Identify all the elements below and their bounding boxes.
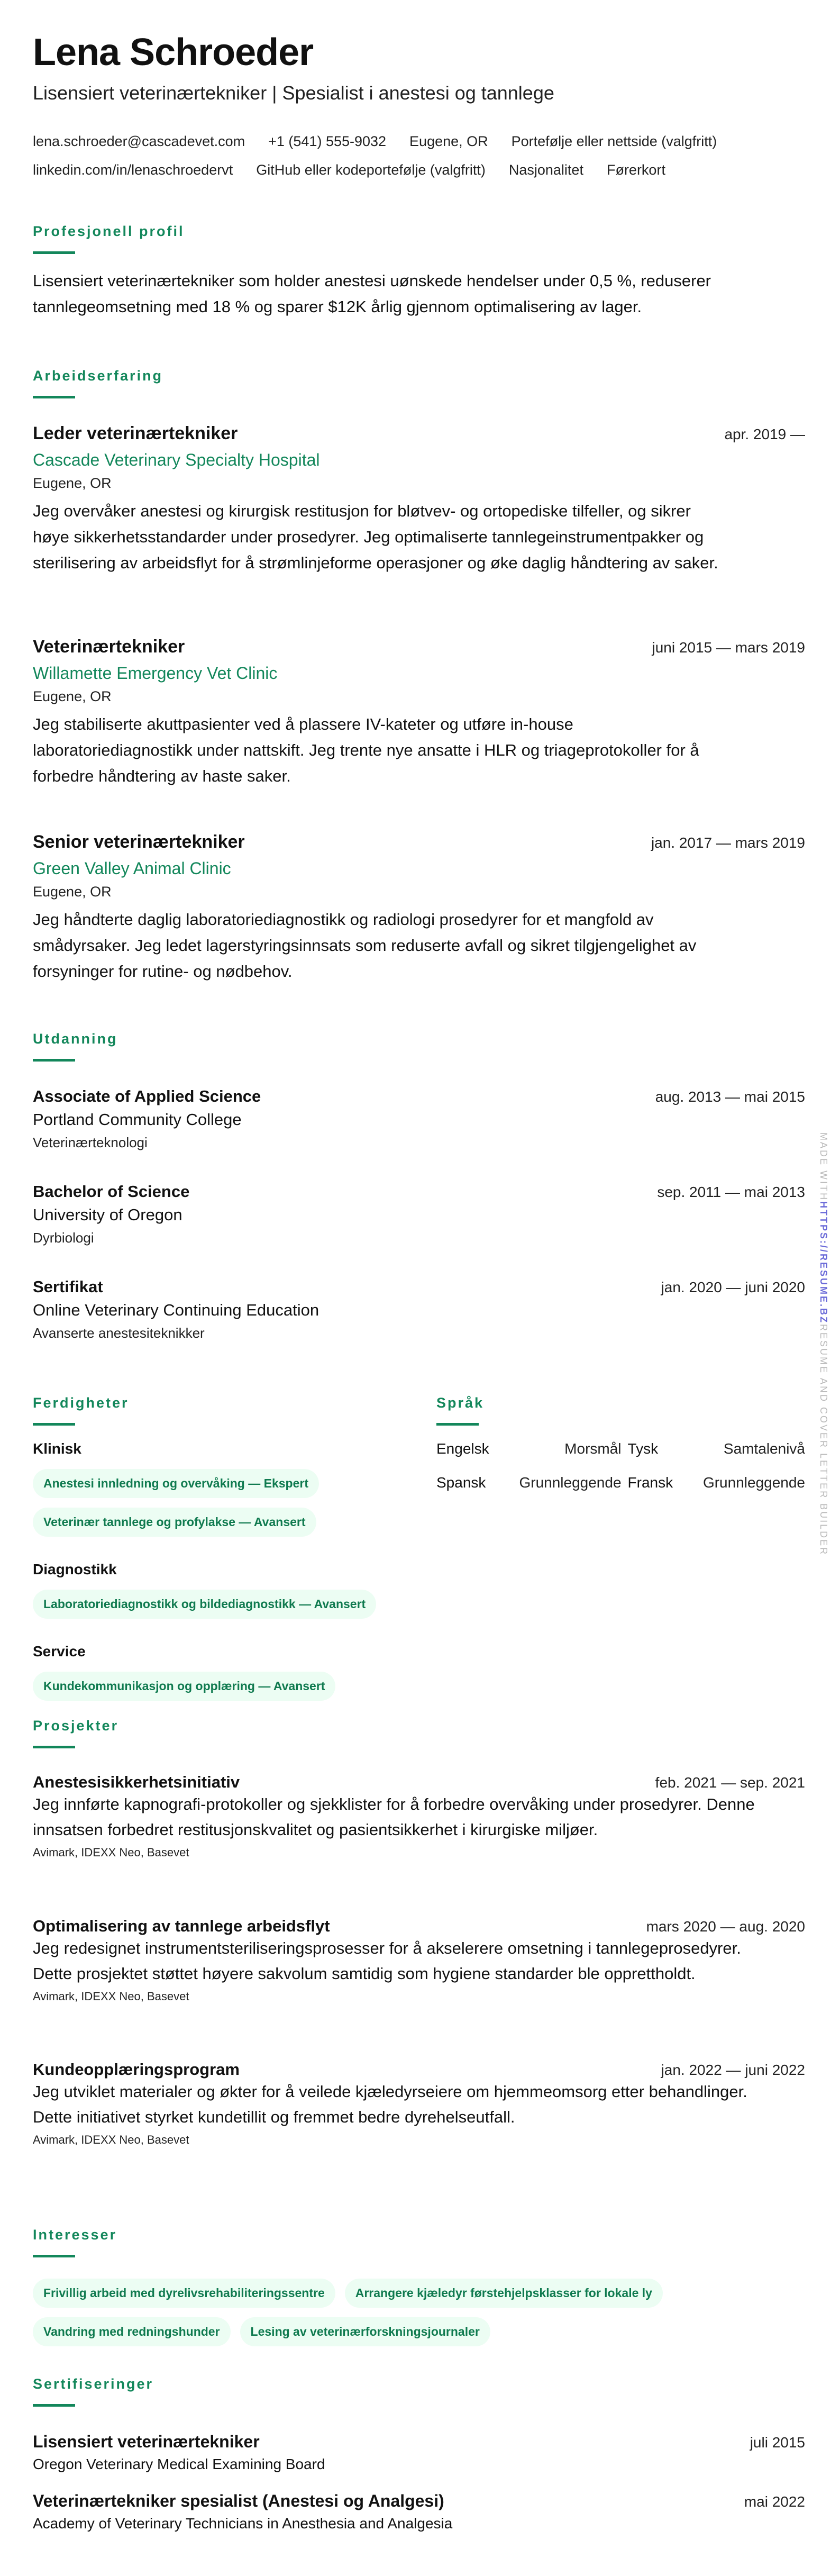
project-header [33, 1773, 805, 1792]
section-heading-profile: Profesjonell profil [33, 223, 185, 254]
skill-group [33, 1561, 403, 1628]
degree: Associate of Applied Science [33, 1087, 261, 1105]
certification-title: Lisensiert veterinærtekniker [33, 2432, 260, 2451]
skill-group-name: Service [33, 1643, 86, 1659]
job-dates: apr. 2019 — [724, 426, 805, 442]
candidate-name: Lena Schroeder [33, 31, 314, 74]
certification-item [33, 2432, 805, 2473]
degree: Bachelor of Science [33, 1182, 190, 1201]
skill-group [33, 1440, 403, 1546]
language-name: Spansk [436, 1474, 486, 1491]
section-heading-certifications: Sertifiseringer [33, 2376, 153, 2407]
education-dates: aug. 2013 — mai 2015 [655, 1089, 805, 1105]
contact-info [33, 127, 805, 184]
section-heading-experience: Arbeidserfaring [33, 368, 163, 398]
interest-chip: Frivillig arbeid med dyrelivsrehabiliteringssentre [33, 2279, 335, 2308]
profile-summary: Lisensiert veterinærtekniker som holder anestesi uønskede hendelser under 0,5 %, reduserer tannlegeomsetning med 18 % og sparer $12K årlig gjennom optimalisering av lager. [33, 271, 711, 316]
certification-header [33, 2491, 805, 2511]
job-description: Jeg håndterte daglig laboratoriediagnostikk og radiologi prosedyrer for et mangfold av smådyrsaker. Jeg ledet lagerstyringsinnsats som reduserte avfall og sikret tilgjengelighet av forsyninger for rutine- og nødbehov. [33, 910, 697, 981]
job-title: Leder veterinærtekniker [33, 423, 238, 443]
contact-row [33, 127, 805, 156]
project-item [33, 1773, 805, 1860]
certification-header [33, 2432, 805, 2452]
contact-item[interactable]: Førerkort [606, 161, 665, 178]
project-technologies: Avimark, IDEXX Neo, Basevet [33, 1990, 189, 2003]
project-dates: jan. 2022 — juni 2022 [661, 2062, 805, 2078]
language-level: Morsmål [564, 1440, 622, 1457]
project-description: Jeg redesignet instrumentsteriliseringsprosesser for å akselerere omsetning i tannlegeprosedyrer. Dette prosjektet støttet høyere sakvolum samtidig som hygiene standarder ble opprettholdt. [33, 1939, 741, 1983]
contact-item[interactable]: +1 (541) 555-9032 [268, 133, 387, 149]
languages-list [436, 1440, 805, 1491]
company-name: Green Valley Animal Clinic [33, 859, 231, 878]
language-name: Engelsk [436, 1440, 489, 1457]
job-title: Senior veterinærtekniker [33, 832, 245, 852]
certification-item [33, 2491, 805, 2532]
certification-date: juli 2015 [750, 2434, 805, 2451]
experience-header [33, 423, 805, 444]
watermark-link[interactable]: HTTPS://RESUME.BZ [818, 1201, 829, 1325]
contact-row [33, 156, 805, 184]
contact-item[interactable]: Eugene, OR [409, 133, 488, 149]
contact-item[interactable]: Nasjonalitet [508, 161, 583, 178]
project-item [33, 2060, 805, 2147]
interest-chip: Vandring med redningshunder [33, 2317, 231, 2346]
contact-item[interactable]: linkedin.com/in/lenaschroedervt [33, 161, 233, 178]
school-name: Online Veterinary Continuing Education [33, 1301, 319, 1319]
project-title: Optimalisering av tannlege arbeidsflyt [33, 1917, 330, 1935]
job-description: Jeg stabiliserte akuttpasienter ved å plassere IV-kateter og utføre in-house laboratoriediagnostikk under nattskift. Jeg trente nye ansatte i HLR og triageprotokoller for å forbedre håndtering av haste saker. [33, 715, 699, 785]
project-header [33, 2060, 805, 2079]
certification-title: Veterinærtekniker spesialist (Anestesi og Analgesi) [33, 2491, 444, 2510]
language-level: Samtalenivå [723, 1440, 805, 1457]
education-item [33, 1087, 805, 1151]
certification-issuer: Academy of Veterinary Technicians in Anesthesia and Analgesia [33, 2515, 453, 2532]
company-name: Willamette Emergency Vet Clinic [33, 664, 278, 683]
field-of-study: Avanserte anestesiteknikker [33, 1325, 205, 1341]
language-level: Grunnleggende [519, 1474, 622, 1491]
skill-chip-row [33, 1590, 403, 1628]
watermark-suffix: RESUME AND COVER LETTER BUILDER [818, 1324, 829, 1556]
interest-chip: Arrangere kjæledyr førstehjelpsklasser for lokale ly [345, 2279, 663, 2308]
field-of-study: Veterinærteknologi [33, 1135, 148, 1150]
experience-item [33, 637, 805, 789]
project-description: Jeg utviklet materialer og økter for å veilede kjæledyrseiere om hjemmeomsorg etter behandlinger. Dette initiativet styrket kundetillit og fremmet bedre dyrehelseutfall. [33, 2082, 747, 2126]
project-dates: feb. 2021 — sep. 2021 [655, 1774, 805, 1791]
skill-group-name: Klinisk [33, 1440, 81, 1457]
experience-header [33, 637, 805, 657]
education-dates: jan. 2020 — juni 2020 [661, 1279, 805, 1295]
experience-item [33, 832, 805, 984]
job-description: Jeg overvåker anestesi og kirurgisk restitusjon for bløtvev- og ortopediske tilfeller, og sikrer høye sikkerhetsstandarder under prosedyrer. Jeg optimaliserte tannlegeinstrumentpakker og sterilisering av arbeidsflyt for å strømlinjeforme operasjoner og øke daglig håndtering av saker. [33, 502, 718, 572]
project-dates: mars 2020 — aug. 2020 [646, 1918, 805, 1935]
job-dates: jan. 2017 — mars 2019 [651, 835, 805, 851]
skills-list [33, 1440, 403, 1725]
interest-chip: Lesing av veterinærforskningsjournaler [240, 2317, 490, 2346]
language-name: Fransk [627, 1474, 673, 1491]
project-title: Kundeopplæringsprogram [33, 2060, 240, 2079]
section-heading-skills: Ferdigheter [33, 1395, 129, 1426]
language-name: Tysk [627, 1440, 659, 1457]
certification-date: mai 2022 [744, 2493, 805, 2510]
company-name: Cascade Veterinary Specialty Hospital [33, 450, 320, 469]
skill-chip-row [33, 1469, 403, 1508]
skill-chip: Anestesi innledning og overvåking — Ekspert [33, 1469, 319, 1498]
school-name: Portland Community College [33, 1110, 242, 1129]
job-title: Veterinærtekniker [33, 637, 185, 657]
contact-item[interactable]: Portefølje eller nettside (valgfritt) [511, 133, 717, 149]
education-dates: sep. 2011 — mai 2013 [657, 1184, 805, 1200]
language-level: Grunnleggende [702, 1474, 805, 1491]
candidate-headline: Lisensiert veterinærtekniker | Spesialist i anestesi og tannlege [33, 82, 554, 104]
education-header [33, 1087, 805, 1106]
skill-chip-row [33, 1672, 403, 1710]
skill-group-name: Diagnostikk [33, 1561, 117, 1577]
experience-header [33, 832, 805, 852]
job-location: Eugene, OR [33, 475, 112, 491]
skill-chip: Veterinær tannlege og profylakse — Avansert [33, 1508, 316, 1537]
section-heading-interests: Interesser [33, 2227, 117, 2257]
project-description: Jeg innførte kapnografi-protokoller og sjekklister for å forbedre overvåking under prosedyrer. Denne innsatsen forbedret restitusjonskvalitet og pasientsikkerhet i kirurgiske miljøer. [33, 1795, 755, 1839]
project-title: Anestesisikkerhetsinitiativ [33, 1773, 240, 1791]
field-of-study: Dyrbiologi [33, 1230, 94, 1246]
project-header [33, 1917, 805, 1936]
contact-item[interactable]: lena.schroeder@cascadevet.com [33, 133, 245, 149]
project-technologies: Avimark, IDEXX Neo, Basevet [33, 1846, 189, 1859]
skill-chip: Laboratoriediagnostikk og bildediagnostikk — Avansert [33, 1590, 376, 1619]
watermark [818, 1132, 829, 1556]
skill-chip-row [33, 1508, 403, 1546]
project-item [33, 1917, 805, 2003]
project-technologies: Avimark, IDEXX Neo, Basevet [33, 2133, 189, 2146]
skill-chip: Kundekommunikasjon og opplæring — Avansert [33, 1672, 335, 1701]
school-name: University of Oregon [33, 1205, 182, 1224]
job-location: Eugene, OR [33, 884, 112, 900]
education-item [33, 1277, 805, 1341]
education-item [33, 1182, 805, 1246]
job-dates: juni 2015 — mars 2019 [652, 639, 805, 656]
education-header [33, 1277, 805, 1296]
section-heading-projects: Prosjekter [33, 1718, 118, 1748]
education-header [33, 1182, 805, 1201]
contact-item[interactable]: GitHub eller kodeportefølje (valgfritt) [256, 161, 486, 178]
degree: Sertifikat [33, 1277, 103, 1296]
certification-issuer: Oregon Veterinary Medical Examining Board [33, 2456, 325, 2472]
interests-list [33, 2279, 805, 2356]
section-heading-languages: Språk [436, 1395, 484, 1426]
section-heading-education: Utdanning [33, 1031, 117, 1062]
experience-item [33, 423, 805, 576]
job-location: Eugene, OR [33, 688, 112, 704]
watermark-prefix: MADE WITH [818, 1132, 829, 1201]
skill-group [33, 1643, 403, 1710]
